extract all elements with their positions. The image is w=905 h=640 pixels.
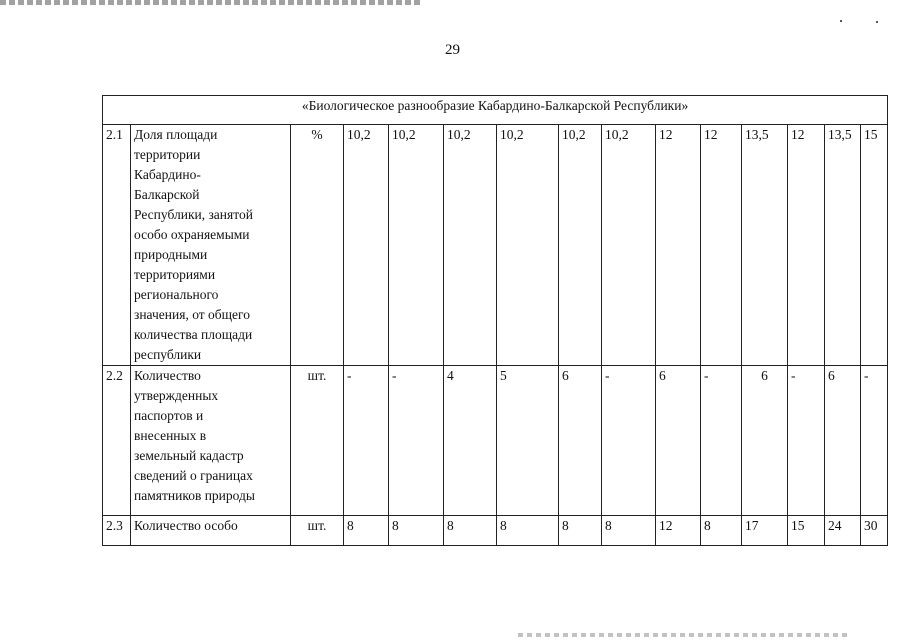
description-line: территории (134, 147, 201, 162)
value-cell: 8 (559, 516, 602, 546)
value-cell: 10,2 (344, 125, 389, 366)
row-unit: шт. (291, 366, 344, 516)
value-cell: 5 (497, 366, 559, 516)
description-line: территориями (134, 267, 216, 282)
row-unit: % (291, 125, 344, 366)
description-line: Кабардино- (134, 167, 201, 182)
value-cell: 6 (825, 366, 861, 516)
value-cell: 4 (444, 366, 497, 516)
value-cell: 8 (344, 516, 389, 546)
description-line: сведений о границах (134, 468, 253, 483)
description-line: особо охраняемыми (134, 227, 250, 242)
value-cell: 6 (656, 366, 701, 516)
value-cell: 12 (656, 516, 701, 546)
value-cell: 6 (742, 366, 788, 516)
value-cell: 15 (788, 516, 825, 546)
value-cell: 15 (861, 125, 888, 366)
indicators-table (102, 95, 888, 546)
row-number: 2.2 (103, 366, 131, 516)
value-cell: 12 (788, 125, 825, 366)
value-cell: 17 (742, 516, 788, 546)
page-number: 29 (445, 42, 460, 58)
value-cell: 12 (656, 125, 701, 366)
description-line: регионального (134, 287, 219, 302)
description-line: количества площади (134, 327, 253, 342)
scan-noise-bottom (518, 633, 848, 637)
value-cell: 12 (701, 125, 742, 366)
description-line: земельный кадастр (134, 448, 244, 463)
table-row (103, 125, 888, 366)
value-cell: 10,2 (389, 125, 444, 366)
value-cell: 8 (497, 516, 559, 546)
row-description (131, 366, 291, 516)
value-cell: 8 (444, 516, 497, 546)
value-cell: 13,5 (742, 125, 788, 366)
value-cell: 30 (861, 516, 888, 546)
value-cell: - (861, 366, 888, 516)
section-header-row (103, 96, 888, 125)
description-line: Количество (134, 368, 201, 383)
description-line: внесенных в (134, 428, 207, 443)
description-line: памятников природы (134, 488, 255, 503)
value-cell: 10,2 (559, 125, 602, 366)
row-description (131, 516, 291, 546)
value-cell: 10,2 (444, 125, 497, 366)
value-cell: 8 (602, 516, 656, 546)
value-cell: 24 (825, 516, 861, 546)
description-line: республики (134, 347, 202, 362)
description-line: Республики, занятой (134, 207, 253, 222)
section-title: «Биологическое разнообразие Кабардино-Балкарской Республики» (103, 96, 888, 125)
description-line: Балкарской (134, 187, 200, 202)
description-line: паспортов и (134, 408, 204, 423)
description-line: утвержденных (134, 388, 219, 403)
value-cell: - (701, 366, 742, 516)
description-line: Количество особо (134, 518, 238, 533)
value-cell: 8 (701, 516, 742, 546)
value-cell: 6 (559, 366, 602, 516)
scan-dot (876, 21, 878, 23)
description-line: природными (134, 247, 208, 262)
row-number: 2.3 (103, 516, 131, 546)
value-cell: 8 (389, 516, 444, 546)
value-cell: 13,5 (825, 125, 861, 366)
value-cell: - (788, 366, 825, 516)
table-row (103, 516, 888, 546)
description-line: Доля площади (134, 127, 218, 142)
row-number: 2.1 (103, 125, 131, 366)
table-row (103, 366, 888, 516)
value-cell: - (344, 366, 389, 516)
value-cell: - (602, 366, 656, 516)
description-line: значения, от общего (134, 307, 251, 322)
row-description (131, 125, 291, 366)
scan-dot (840, 20, 842, 22)
row-unit: шт. (291, 516, 344, 546)
scan-noise-top (0, 0, 420, 5)
value-cell: - (389, 366, 444, 516)
value-cell: 10,2 (602, 125, 656, 366)
value-cell: 10,2 (497, 125, 559, 366)
